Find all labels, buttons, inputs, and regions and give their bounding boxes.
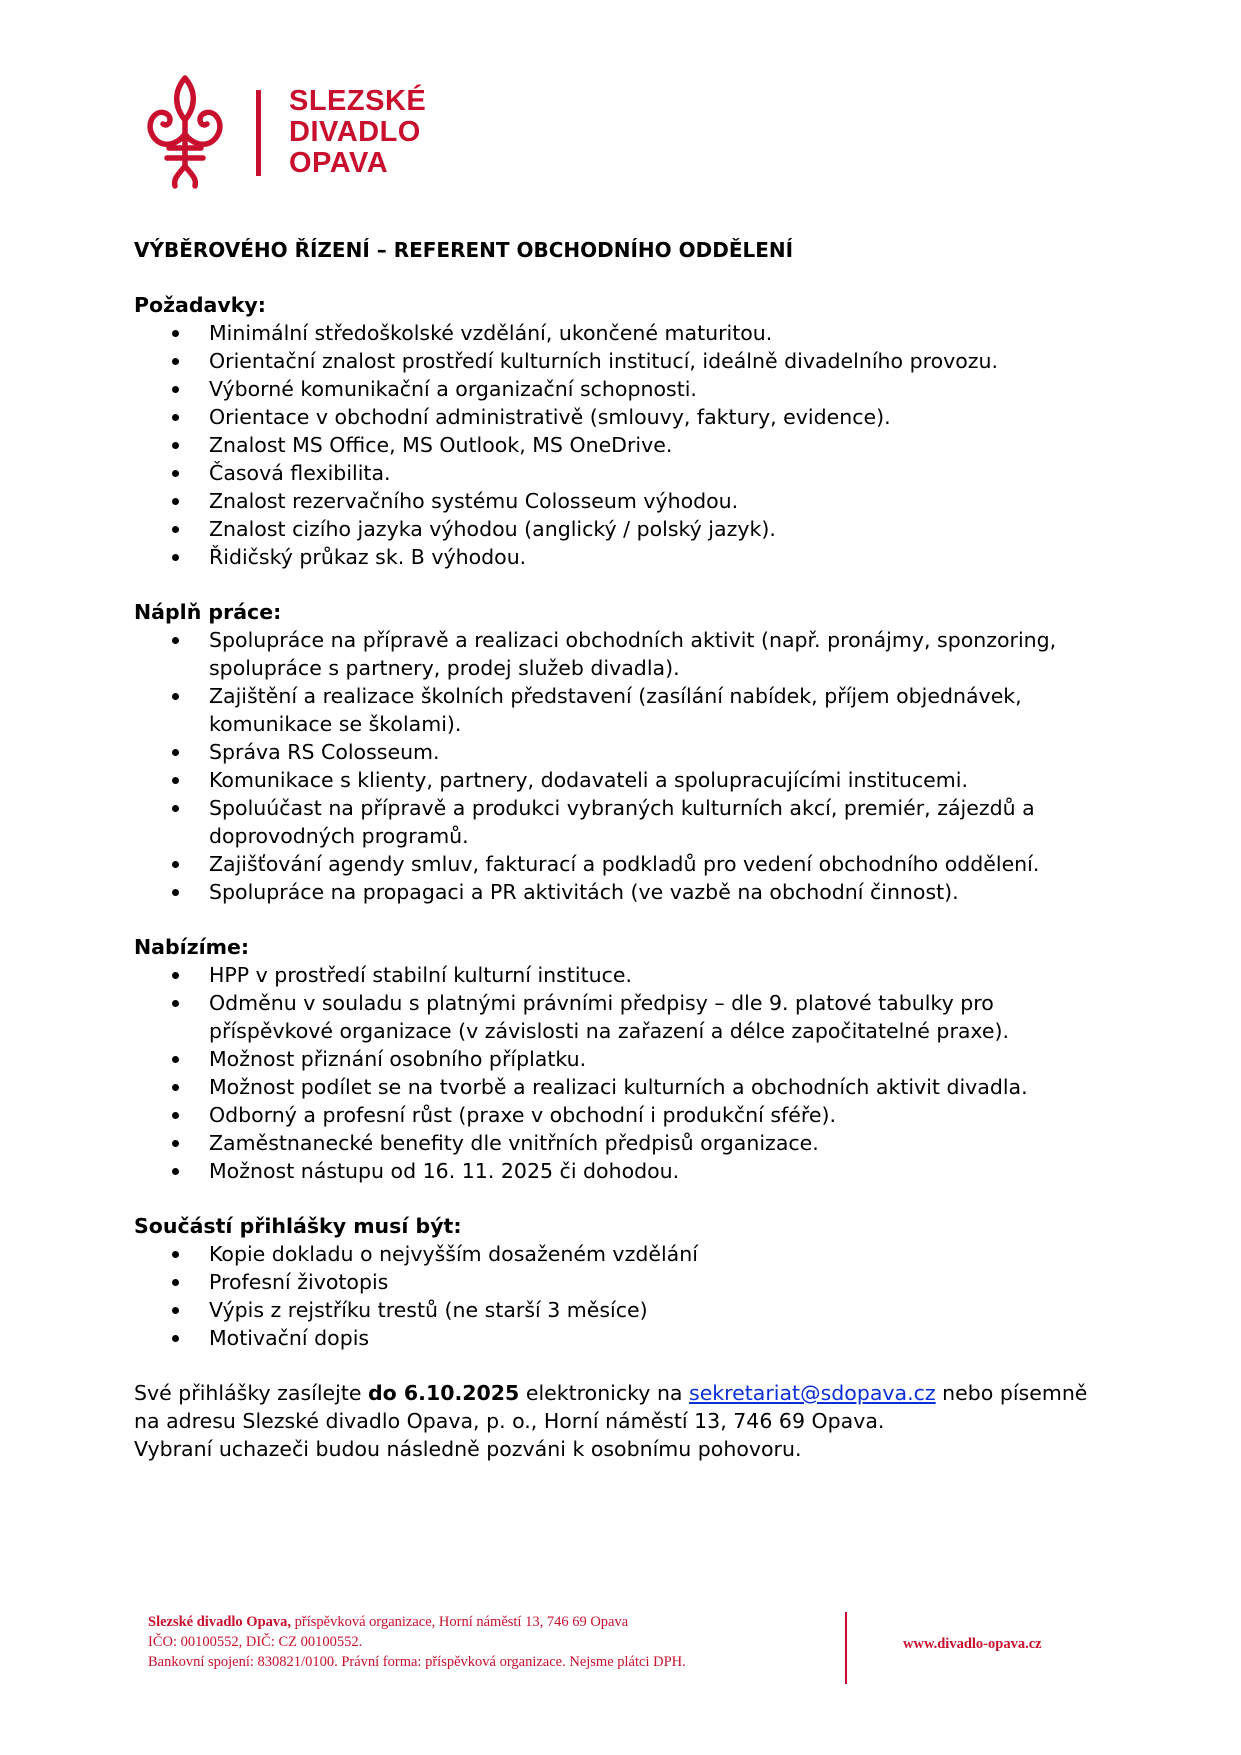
list-item: Znalost rezervačního systému Colosseum výhodou. (134, 487, 1094, 515)
section-job-content (134, 598, 1094, 906)
list-item: Motivační dopis (134, 1324, 1094, 1352)
footer-bank: Bankovní spojení: 830821/0100. Právní forma: příspěvková organizace. Nejsme plátci DPH. (148, 1654, 686, 1670)
bullet-list (134, 961, 1094, 1185)
list-item: Správa RS Colosseum. (134, 738, 1094, 766)
list-item: Orientace v obchodní administrativě (smlouvy, faktury, evidence). (134, 403, 1094, 431)
list-item: Zajišťování agendy smluv, fakturací a podkladů pro vedení obchodního oddělení. (134, 850, 1094, 878)
footer-divider (845, 1612, 847, 1684)
closing-text (134, 1379, 1094, 1435)
closing-part-1: Své přihlášky zasílejte (134, 1381, 368, 1405)
footer-info (148, 1612, 838, 1672)
list-item: Odměnu v souladu s platnými právními předpisy – dle 9. platové tabulky pro příspěvkové organizace (v závislosti na zařazení a délce započitatelné praxe). (134, 989, 1094, 1045)
list-item: Řidičský průkaz sk. B výhodou. (134, 543, 1094, 571)
email-link[interactable]: sekretariat@sdopava.cz (689, 1381, 936, 1405)
list-item: Komunikace s klienty, partnery, dodavateli a spolupracujícími institucemi. (134, 766, 1094, 794)
list-item: Časová flexibilita. (134, 459, 1094, 487)
list-item: Výpis z rejstříku trestů (ne starší 3 měsíce) (134, 1296, 1094, 1324)
logo-line-1: SLEZSKÉ (289, 85, 427, 117)
page-title: VÝBĚROVÉHO ŘÍZENÍ – REFERENT OBCHODNÍHO ODDĚLENÍ (134, 238, 794, 262)
list-item: Možnost nástupu od 16. 11. 2025 či dohodou. (134, 1157, 1094, 1185)
list-item: Odborný a profesní růst (praxe v obchodní i produkční sféře). (134, 1101, 1094, 1129)
document-body (134, 236, 1094, 1463)
list-item: Možnost přiznání osobního příplatku. (134, 1045, 1094, 1073)
list-item: Možnost podílet se na tvorbě a realizaci kulturních a obchodních aktivit divadla. (134, 1073, 1094, 1101)
footer-website[interactable]: www.divadlo-opava.cz (903, 1636, 1042, 1652)
footer-org-name: Slezské divadlo Opava, (148, 1614, 292, 1630)
section-requirements (134, 291, 1094, 571)
list-item: Výborné komunikační a organizační schopnosti. (134, 375, 1094, 403)
list-item: Orientační znalost prostředí kulturních institucí, ideálně divadelního provozu. (134, 347, 1094, 375)
closing-line-2: Vybraní uchazeči budou následně pozváni k osobnímu pohovoru. (134, 1437, 802, 1461)
list-item: Profesní životopis (134, 1268, 1094, 1296)
fleur-de-lis-icon (145, 74, 225, 192)
footer-ids: IČO: 00100552, DIČ: CZ 00100552. (148, 1634, 363, 1650)
list-item: Znalost cizího jazyka výhodou (anglický / polský jazyk). (134, 515, 1094, 543)
section-application (134, 1212, 1094, 1352)
closing-part-2: elektronicky na (519, 1381, 690, 1405)
list-item: HPP v prostředí stabilní kulturní instituce. (134, 961, 1094, 989)
section-heading: Náplň práce: (134, 600, 282, 624)
list-item: Minimální středoškolské vzdělání, ukončené maturitou. (134, 319, 1094, 347)
closing-paragraph (134, 1379, 1094, 1463)
list-item: Spoluúčast na přípravě a produkci vybraných kulturních akcí, premiér, zájezdů a doprovodných programů. (134, 794, 1094, 850)
section-offer (134, 933, 1094, 1185)
closing-part-3: nebo písemně na adresu Slezské divadlo Opava, p. o., Horní náměstí 13, 746 69 Opava. (134, 1381, 1088, 1433)
deadline: do 6.10.2025 (368, 1381, 520, 1405)
list-item: Zajištění a realizace školních představení (zasílání nabídek, příjem objednávek, komunikace se školami). (134, 682, 1094, 738)
logo-divider (256, 90, 261, 176)
bullet-list (134, 319, 1094, 571)
list-item: Znalost MS Office, MS Outlook, MS OneDrive. (134, 431, 1094, 459)
footer-org-rest: příspěvková organizace, Horní náměstí 13, 746 69 Opava (291, 1614, 629, 1630)
bullet-list (134, 1240, 1094, 1352)
section-heading: Požadavky: (134, 293, 266, 317)
logo-line-3: OPAVA (289, 147, 389, 179)
list-item: Spolupráce na propagaci a PR aktivitách (ve vazbě na obchodní činnost). (134, 878, 1094, 906)
footer-address (148, 1612, 838, 1632)
list-item: Spolupráce na přípravě a realizaci obchodních aktivit (např. pronájmy, sponzoring, spolupráce s partnery, prodej služeb divadla). (134, 626, 1094, 682)
logo-wordmark (289, 86, 426, 179)
list-item: Kopie dokladu o nejvyšším dosaženém vzdělání (134, 1240, 1094, 1268)
list-item: Zaměstnanecké benefity dle vnitřních předpisů organizace. (134, 1129, 1094, 1157)
logo (145, 72, 465, 192)
section-heading: Nabízíme: (134, 935, 250, 959)
footer (148, 1612, 1088, 1692)
logo-line-2: DIVADLO (289, 116, 421, 148)
bullet-list (134, 626, 1094, 906)
section-heading: Součástí přihlášky musí být: (134, 1214, 462, 1238)
